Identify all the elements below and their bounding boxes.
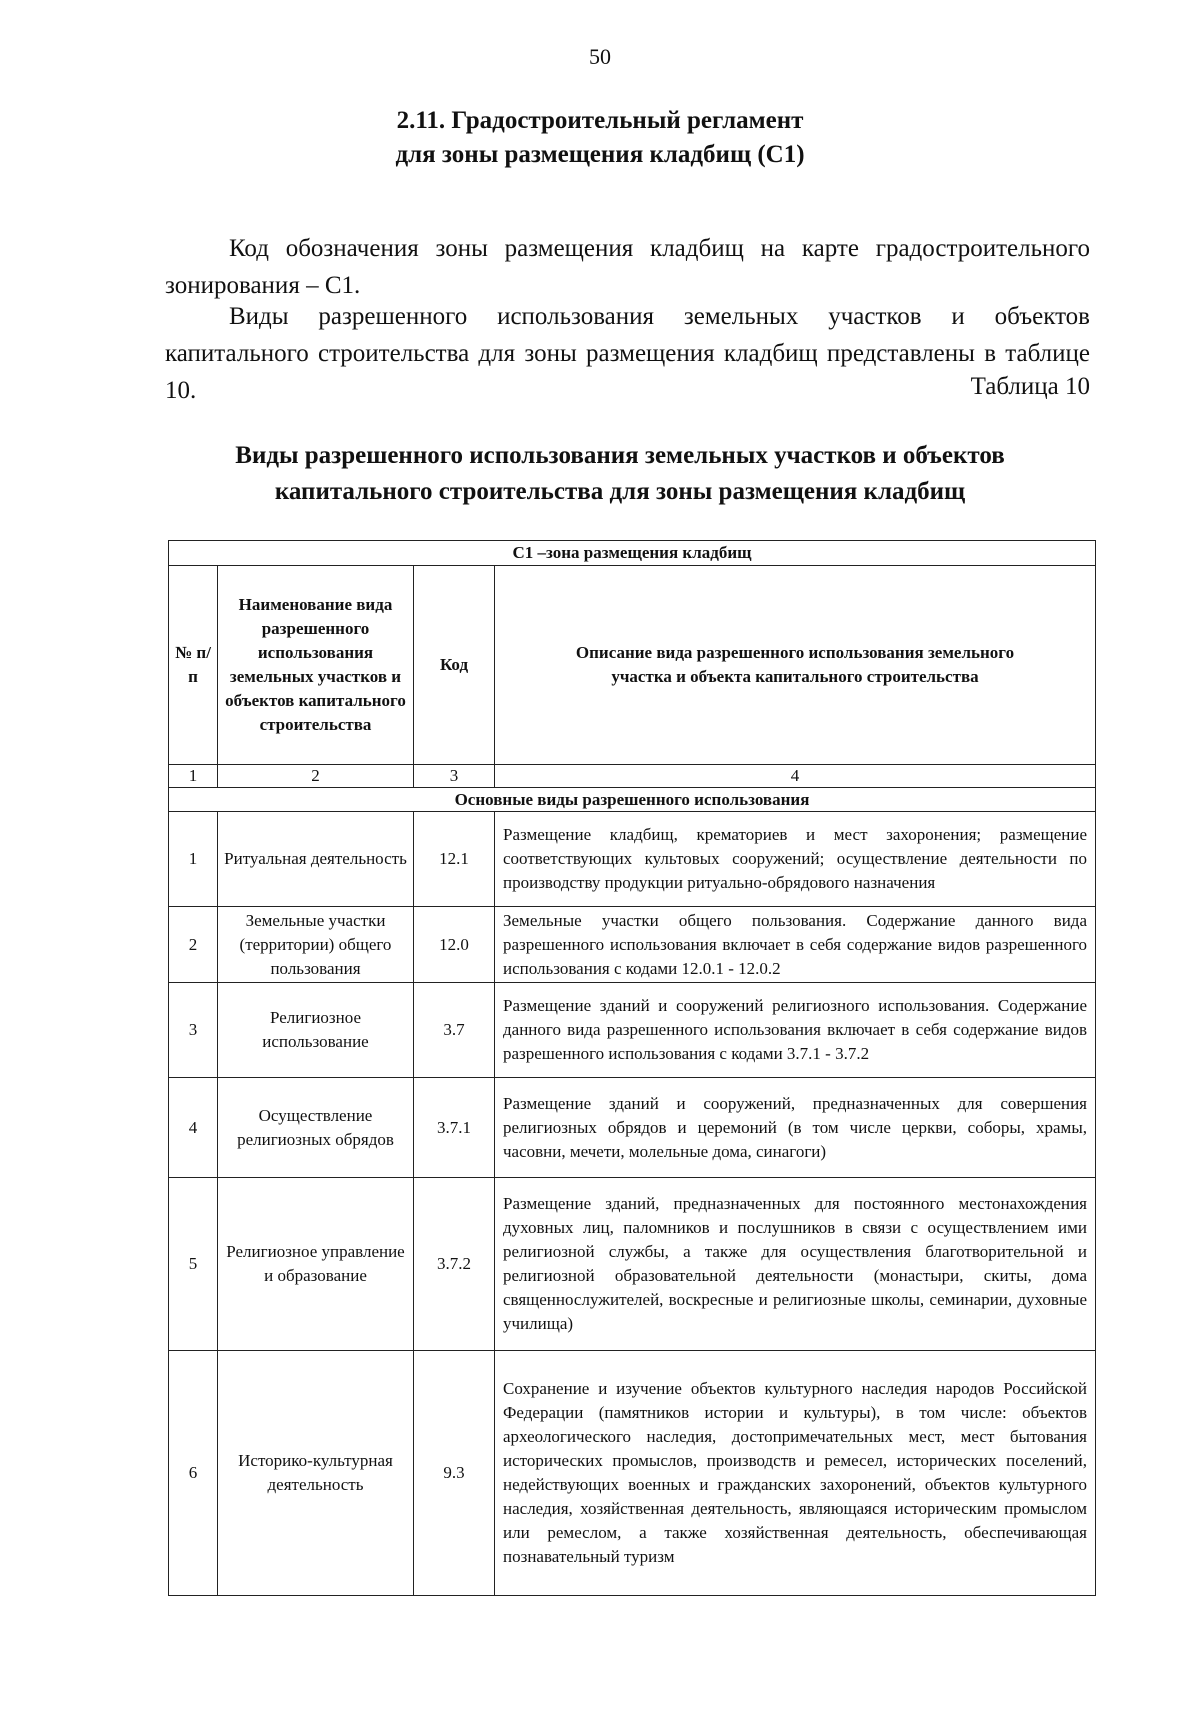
group-header-cell: Основные виды разрешенного использования [169, 788, 1096, 812]
table-label: Таблица 10 [970, 373, 1090, 400]
table-row [169, 1178, 1096, 1351]
row-name: Осуществление религиозных обрядов [218, 1078, 414, 1178]
row-description: Земельные участки общего пользования. Содержание данного вида разрешенного использования включает в себя содержание видов разрешенного использования с кодами 12.0.1 - 12.0.2 [495, 907, 1096, 983]
row-code: 3.7 [414, 983, 495, 1078]
section-title [0, 104, 1200, 172]
row-name: Религиозное использование [218, 983, 414, 1078]
usage-types-paragraph: Виды разрешенного использования земельных участков и объектов капитального строительства для зоны размещения кладбищ представлены в таблице 10. [165, 303, 1090, 404]
row-description: Размещение зданий и сооружений, предназначенных для совершения религиозных обрядов и церемоний (в том числе церкви, соборы, храмы, часовни, мечети, молельные дома, синагоги) [495, 1078, 1096, 1178]
column-header-num: № п/п [169, 566, 218, 765]
section-title-line-1: 2.11. Градостроительный регламент [396, 107, 804, 134]
table-row [169, 907, 1096, 983]
row-code: 3.7.2 [414, 1178, 495, 1351]
row-code: 9.3 [414, 1351, 495, 1596]
row-number: 1 [169, 812, 218, 907]
row-description: Сохранение и изучение объектов культурного наследия народов Российской Федерации (памятников истории и культуры), в том числе: объектов археологического наследия, достопримечательных мест, мест бытования исторических промыслов, производств и ремесел, исторических поселений, недействующих военных и гражданских захоронений, объектов культурного наследия, хозяйственная деятельность, являющаяся историческим промыслом или ремеслом, а также хозяйственная деятельность, обеспечивающая познавательный туризм [495, 1351, 1096, 1596]
section-title-line-2: для зоны размещения кладбищ (С1) [395, 141, 805, 168]
zone-header-row [169, 541, 1096, 566]
row-description: Размещение зданий, предназначенных для постоянного местонахождения духовных лиц, паломников и послушников в связи с осуществлением ими религиозной службы, а также для осуществления благотворительной и религиозной образовательной деятельности (монастыри, скиты, дома священнослужителей, воскресные и религиозные школы, семинарии, духовные училища) [495, 1178, 1096, 1351]
column-header-name: Наименование вида разрешенного использования земельных участков и объектов капитального строительства [218, 566, 414, 765]
zone-code-paragraph: Код обозначения зоны размещения кладбищ на карте градостроительного зонирования – С1. [165, 235, 1090, 299]
group-header-row [169, 788, 1096, 812]
column-number-cell: 2 [218, 765, 414, 788]
row-code: 12.1 [414, 812, 495, 907]
row-description: Размещение зданий и сооружений религиозного использования. Содержание данного вида разрешенного использования включает в себя содержание видов разрешенного использования с кодами 3.7.1 - 3.7.2 [495, 983, 1096, 1078]
row-name: Историко-культурная деятельность [218, 1351, 414, 1596]
row-code: 12.0 [414, 907, 495, 983]
row-name: Ритуальная деятельность [218, 812, 414, 907]
table-title-line-1: Виды разрешенного использования земельных участков и объектов [235, 442, 1005, 469]
row-description: Размещение кладбищ, крематориев и мест захоронения; размещение соответствующих культовых сооружений; осуществление деятельности по производству продукции ритуально-обрядового назначения [495, 812, 1096, 907]
table-title [140, 438, 1100, 510]
row-number: 2 [169, 907, 218, 983]
table-title-line-2: капитального строительства для зоны размещения кладбищ [274, 478, 966, 505]
table-row [169, 812, 1096, 907]
row-name: Религиозное управление и образование [218, 1178, 414, 1351]
column-number-cell: 1 [169, 765, 218, 788]
column-header-row [169, 566, 1096, 765]
row-number: 4 [169, 1078, 218, 1178]
page-number: 50 [589, 44, 611, 69]
row-number: 3 [169, 983, 218, 1078]
table-row [169, 983, 1096, 1078]
row-number: 6 [169, 1351, 218, 1596]
column-number-cell: 4 [495, 765, 1096, 788]
column-header-code: Код [414, 566, 495, 765]
row-name: Земельные участки (территории) общего пользования [218, 907, 414, 983]
zone-header-cell: С1 –зона размещения кладбищ [169, 541, 1096, 566]
regulation-table [168, 540, 1096, 1596]
table-row [169, 1351, 1096, 1596]
column-number-cell: 3 [414, 765, 495, 788]
row-code: 3.7.1 [414, 1078, 495, 1178]
column-header-description: Описание вида разрешенного использования земельного участка и объекта капитального строительства [495, 566, 1096, 765]
column-number-row [169, 765, 1096, 788]
table-row [169, 1078, 1096, 1178]
row-number: 5 [169, 1178, 218, 1351]
